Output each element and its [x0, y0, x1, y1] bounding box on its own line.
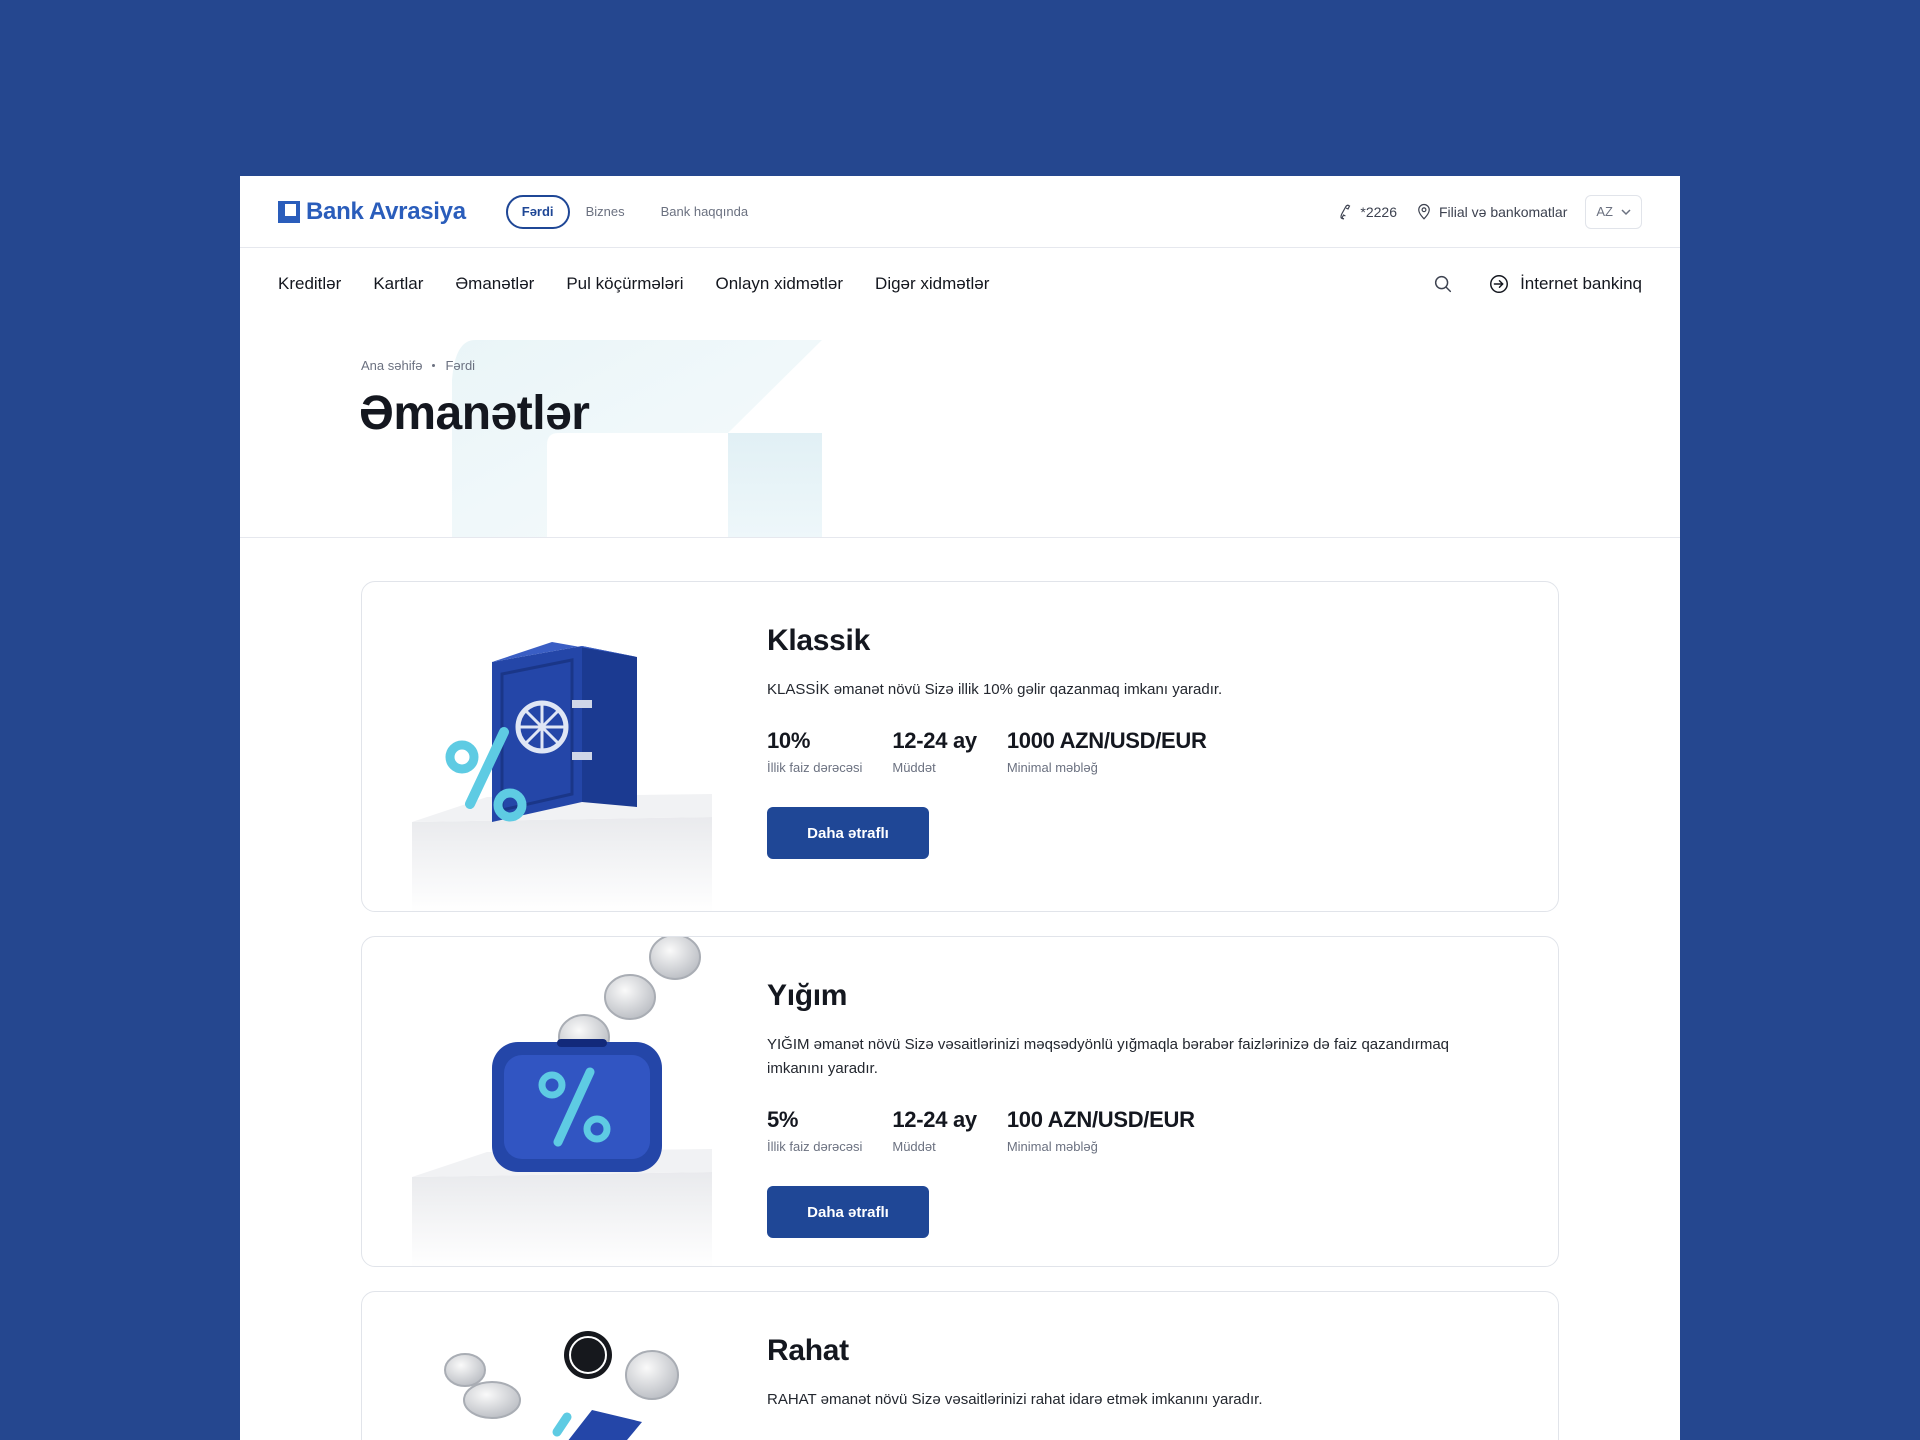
stat-min-label: Minimal məbləğ: [1006, 1139, 1098, 1154]
login-icon: [1488, 273, 1510, 295]
main-nav: [240, 248, 1680, 320]
stat-rate-value: 10%: [767, 728, 811, 753]
language-value: AZ: [1596, 204, 1613, 219]
card-stats: [767, 728, 1498, 775]
card-title: Rahat: [767, 1334, 849, 1367]
nav-item-emanetler[interactable]: Əmanətlər: [455, 274, 535, 293]
breadcrumb-separator: [432, 364, 435, 367]
deposit-card-klassik: [361, 581, 1559, 912]
logo[interactable]: [278, 198, 466, 226]
deposit-list: [361, 581, 1559, 1440]
stat-rate-value: 5%: [767, 1107, 799, 1132]
stat-rate: [767, 1107, 862, 1154]
internet-banking-label: İnternet bankinq: [1520, 274, 1642, 293]
branches-label: Filial və bankomatlar: [1438, 203, 1568, 220]
stat-min: [1007, 728, 1207, 775]
breadcrumb-current[interactable]: Fərdi: [445, 358, 476, 373]
stat-term: [892, 728, 976, 775]
safe-illustration: [392, 582, 722, 912]
card-description: RAHAT əmanət növü Sizə vəsaitlərinizi rahat idarə etmək imkanını yaradır.: [767, 1391, 1263, 1408]
card-title: Klassik: [767, 624, 870, 657]
more-button[interactable]: Daha ətraflı: [767, 807, 929, 859]
segment-bank-haqqinda[interactable]: Bank haqqında: [660, 204, 749, 219]
phone-icon: [1336, 203, 1354, 221]
chevron-down-icon: [1621, 207, 1631, 217]
location-pin-icon: [1415, 203, 1433, 221]
stat-term-label: Müddət: [892, 760, 936, 775]
stat-min-value: 1000 AZN/USD/EUR: [1006, 728, 1207, 753]
card-stats: [767, 1107, 1498, 1154]
stat-min: [1007, 1107, 1195, 1154]
card-description: YIĞIM əmanət növü Sizə vəsaitlərinizi məqsədyönlü yığmaqla bərabər faizlərinizə də faiz qazandırmaq imkanını yaradır.: [767, 1036, 1450, 1077]
breadcrumb: [361, 358, 475, 373]
breadcrumb-home[interactable]: Ana səhifə: [361, 358, 423, 373]
branches-link[interactable]: [1415, 203, 1567, 221]
stat-term-value: 12-24 ay: [892, 728, 977, 753]
more-button[interactable]: Daha ətraflı: [767, 1186, 929, 1238]
nav-item-onlayn-xidmetler[interactable]: Onlayn xidmətlər: [715, 274, 844, 293]
stat-rate-label: İllik faiz dərəcəsi: [767, 1139, 863, 1154]
top-bar: [240, 176, 1680, 248]
nav-item-kreditler[interactable]: Kreditlər: [278, 274, 342, 293]
logo-text: Bank Avrasiya: [306, 197, 466, 225]
stat-min-label: Minimal məbləğ: [1006, 760, 1098, 775]
deposit-card-yigim: [361, 936, 1559, 1267]
card-title: Yığım: [767, 979, 848, 1012]
piggy-bank-illustration: [392, 937, 722, 1267]
deposit-card-rahat: [361, 1291, 1559, 1440]
search-icon[interactable]: [1432, 273, 1454, 295]
page-title: Əmanətlər: [359, 387, 590, 440]
stat-min-value: 100 AZN/USD/EUR: [1006, 1107, 1195, 1132]
phone-number: *2226: [1360, 203, 1397, 220]
language-select[interactable]: [1585, 195, 1642, 229]
segment-biznes[interactable]: Biznes: [585, 204, 625, 219]
hero: [240, 320, 1680, 538]
logo-icon: [278, 201, 300, 223]
segment-ferdi[interactable]: Fərdi: [506, 195, 570, 229]
stat-term: [892, 1107, 976, 1154]
card-description: KLASSİK əmanət növü Sizə illik 10% gəlir qazanmaq imkanı yaradır.: [767, 681, 1223, 698]
phone-link[interactable]: [1336, 203, 1397, 221]
coins-illustration: [392, 1292, 722, 1440]
nav-item-kartlar[interactable]: Kartlar: [373, 274, 424, 293]
nav-item-diger-xidmetler[interactable]: Digər xidmətlər: [875, 274, 990, 293]
internet-banking-link[interactable]: [1488, 273, 1642, 295]
stat-rate-label: İllik faiz dərəcəsi: [767, 760, 863, 775]
stat-rate: [767, 728, 862, 775]
stat-term-label: Müddət: [892, 1139, 936, 1154]
page: [240, 176, 1680, 1440]
nav-item-pul-kocurmeleri[interactable]: Pul köçürmələri: [566, 274, 684, 293]
stat-term-value: 12-24 ay: [892, 1107, 977, 1132]
segment-switcher: [506, 195, 756, 229]
